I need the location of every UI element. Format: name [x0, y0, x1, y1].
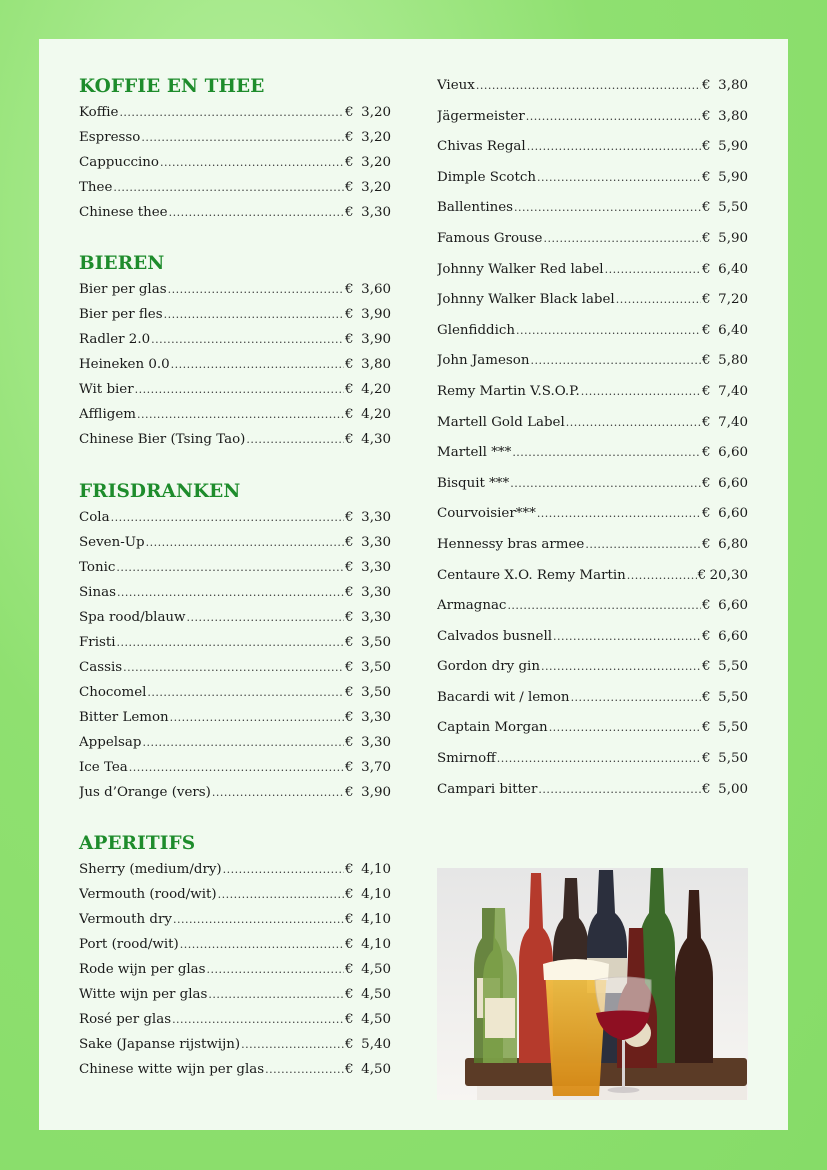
item-name: Bisquit *** — [437, 475, 510, 491]
dot-leader — [537, 499, 701, 530]
item-price: 6,60 — [718, 506, 748, 522]
currency-symbol: € — [345, 635, 354, 650]
item-name: Cappuccino — [79, 155, 159, 170]
item-name: Seven-Up — [79, 535, 145, 550]
menu-item-ice-tea — [79, 755, 391, 780]
menu-item-gordon-dry-gin — [437, 652, 748, 683]
dot-leader — [537, 163, 701, 194]
dot-leader — [180, 932, 344, 957]
dot-leader — [530, 346, 701, 377]
currency-symbol: € — [345, 282, 354, 297]
currency-symbol: € — [702, 659, 711, 675]
item-name: Jus d’Orange (vers) — [79, 785, 211, 800]
menu-item-armagnac — [437, 591, 748, 622]
currency-symbol: € — [702, 169, 711, 185]
item-name: Campari bitter — [437, 781, 538, 797]
menu-item-seven-up — [79, 530, 391, 555]
currency-symbol: € — [345, 382, 354, 397]
currency-symbol: € — [345, 585, 354, 600]
item-name: Bacardi wit / lemon — [437, 689, 570, 705]
dot-leader — [616, 285, 701, 316]
currency-symbol: € — [702, 720, 711, 736]
item-name: Centaure X.O. Remy Martin — [437, 567, 626, 583]
item-price: 4,10 — [361, 912, 391, 927]
currency-symbol: € — [702, 536, 711, 552]
menu-item-affligem — [79, 402, 391, 427]
item-price: 7,20 — [718, 292, 748, 308]
item-name: Johnny Walker Red label — [437, 261, 604, 277]
item-price: 4,10 — [361, 862, 391, 877]
currency-symbol: € — [702, 781, 711, 797]
item-name: Remy Martin V.S.O.P. — [437, 383, 580, 399]
menu-item-vieux — [437, 71, 748, 102]
menu-item-spa-rood-blauw — [79, 605, 391, 630]
item-price: 3,90 — [361, 785, 391, 800]
currency-symbol: € — [702, 353, 711, 369]
item-name: Jägermeister — [437, 108, 525, 124]
menu-item-tonic — [79, 555, 391, 580]
menu-item-bitter-lemon — [79, 705, 391, 730]
item-price: 6,40 — [718, 261, 748, 277]
item-price: 4,50 — [361, 1062, 391, 1077]
dot-leader — [147, 680, 344, 705]
section-title: APERITIFS — [79, 833, 196, 854]
dot-leader — [526, 102, 701, 133]
item-name: Radler 2.0 — [79, 332, 151, 347]
currency-symbol: € — [702, 383, 711, 399]
item-price: 6,40 — [718, 322, 748, 338]
item-name: Tonic — [79, 560, 116, 575]
item-name: Chinese thee — [79, 205, 168, 220]
item-name: Appelsap — [79, 735, 142, 750]
item-name: Bier per glas — [79, 282, 167, 297]
currency-symbol: € — [345, 155, 354, 170]
currency-symbol: € — [702, 445, 711, 461]
dot-leader — [142, 730, 344, 755]
menu-item-courvoisier — [437, 499, 748, 530]
dot-leader — [141, 125, 344, 150]
dot-leader — [170, 705, 344, 730]
item-name: Bitter Lemon — [79, 710, 169, 725]
menu-item-sake-japanse-rijstwijn — [79, 1032, 391, 1057]
menu-item-sherry-medium-dry — [79, 857, 391, 882]
currency-symbol: € — [345, 1037, 354, 1052]
currency-symbol: € — [345, 307, 354, 322]
item-price: 7,40 — [718, 414, 748, 430]
currency-symbol: € — [702, 292, 711, 308]
item-price: 7,40 — [718, 383, 748, 399]
currency-symbol: € — [702, 139, 711, 155]
menu-item-dimple-scotch — [437, 163, 748, 194]
menu-item-centaure-x-o-remy-martin — [437, 561, 748, 592]
item-price: 4,10 — [361, 937, 391, 952]
currency-symbol: € — [702, 628, 711, 644]
menu-item-cappuccino — [79, 150, 391, 175]
currency-symbol: € — [345, 912, 354, 927]
dot-leader — [168, 277, 344, 302]
menu-item-hennessy-bras-armee — [437, 530, 748, 561]
section-aperitifs — [79, 831, 391, 1082]
item-name: Vermouth dry — [79, 912, 172, 927]
section-title: BIEREN — [79, 253, 165, 274]
menu-item-vermouth-dry — [79, 907, 391, 932]
item-name: Affligem — [79, 407, 136, 422]
item-price: 3,20 — [361, 105, 391, 120]
item-name: Johnny Walker Black label — [437, 292, 615, 308]
item-name: Spa rood/blauw — [79, 610, 186, 625]
item-name: Thee — [79, 180, 113, 195]
dot-leader — [241, 1032, 344, 1057]
item-price: 5,50 — [718, 689, 748, 705]
dot-leader — [119, 100, 344, 125]
item-name: Rode wijn per glas — [79, 962, 206, 977]
section-title: FRISDRANKEN — [79, 481, 241, 502]
menu-item-remy-martin-v-s-o-p — [437, 377, 748, 408]
item-price: 3,80 — [361, 357, 391, 372]
dot-leader — [265, 1057, 344, 1082]
menu-item-campari-bitter — [437, 775, 748, 806]
item-name: Bier per fles — [79, 307, 163, 322]
currency-symbol: € — [345, 760, 354, 775]
dot-leader — [171, 352, 344, 377]
dot-leader — [187, 605, 344, 630]
item-price: 5,00 — [718, 781, 748, 797]
section-bieren — [79, 251, 391, 452]
dot-leader — [627, 561, 697, 592]
item-name: Port (rood/wit) — [79, 937, 179, 952]
menu-item-martell — [437, 438, 748, 469]
menu-item-radler-2-0 — [79, 327, 391, 352]
item-name: Glenfiddich — [437, 322, 516, 338]
menu-item-john-jameson — [437, 346, 748, 377]
currency-symbol: € — [345, 510, 354, 525]
currency-symbol: € — [702, 506, 711, 522]
item-price: 3,90 — [361, 332, 391, 347]
item-name: Dimple Scotch — [437, 169, 536, 185]
item-name: Vermouth (rood/wit) — [79, 887, 217, 902]
currency-symbol: € — [702, 689, 711, 705]
item-price: 3,30 — [361, 510, 391, 525]
dot-leader — [527, 132, 701, 163]
item-price: 3,20 — [361, 180, 391, 195]
item-price: 6,60 — [718, 445, 748, 461]
item-price: 4,50 — [361, 1012, 391, 1027]
item-name: Sinas — [79, 585, 116, 600]
menu-item-captain-morgan — [437, 713, 748, 744]
menu-item-vermouth-rood-wit — [79, 882, 391, 907]
menu-item-thee — [79, 175, 391, 200]
dot-leader — [541, 652, 701, 683]
item-price: 3,70 — [361, 760, 391, 775]
dot-leader — [146, 530, 344, 555]
item-name: Wit bier — [79, 382, 134, 397]
dot-leader — [581, 377, 701, 408]
item-price: 4,20 — [361, 382, 391, 397]
menu-item-ballentines — [437, 193, 748, 224]
item-price: 3,30 — [361, 610, 391, 625]
dot-leader — [135, 377, 344, 402]
currency-symbol: € — [345, 1012, 354, 1027]
item-price: 4,20 — [361, 407, 391, 422]
dot-leader — [137, 402, 344, 427]
currency-symbol: € — [345, 987, 354, 1002]
item-name: Smirnoff — [437, 751, 496, 767]
dot-leader — [510, 469, 701, 500]
item-price: 6,60 — [718, 628, 748, 644]
dot-leader — [111, 505, 344, 530]
currency-symbol: € — [345, 660, 354, 675]
currency-symbol: € — [345, 862, 354, 877]
drinks-photo — [437, 868, 748, 1100]
item-name: Sake (Japanse rijstwijn) — [79, 1037, 241, 1052]
menu-item-sinas — [79, 580, 391, 605]
currency-symbol: € — [345, 407, 354, 422]
menu-item-chinese-bier-tsing-tao — [79, 427, 391, 452]
dot-leader — [514, 193, 701, 224]
menu-item-chocomel — [79, 680, 391, 705]
item-price: 5,80 — [718, 353, 748, 369]
item-price: 5,90 — [718, 139, 748, 155]
dot-leader — [160, 150, 344, 175]
dot-leader — [516, 316, 701, 347]
menu-item-rode-wijn-per-glas — [79, 957, 391, 982]
item-name: Famous Grouse — [437, 230, 543, 246]
item-price: 3,30 — [361, 585, 391, 600]
currency-symbol: € — [345, 610, 354, 625]
item-price: 4,50 — [361, 987, 391, 1002]
currency-symbol: € — [345, 937, 354, 952]
menu-item-port-rood-wit — [79, 932, 391, 957]
item-price: 3,90 — [361, 307, 391, 322]
item-price: 4,50 — [361, 962, 391, 977]
menu-item-calvados-busnell — [437, 622, 748, 653]
dot-leader — [172, 1007, 344, 1032]
menu-item-wit-bier — [79, 377, 391, 402]
currency-symbol: € — [702, 322, 711, 338]
section-frisdranken — [79, 479, 391, 805]
item-name: Ballentines — [437, 200, 514, 216]
currency-symbol: € — [702, 200, 711, 216]
dot-leader — [507, 591, 701, 622]
menu-item-jus-d-orange-vers — [79, 780, 391, 805]
currency-symbol: € — [345, 685, 354, 700]
item-price: 4,30 — [361, 432, 391, 447]
dot-leader — [129, 755, 344, 780]
currency-symbol: € — [702, 414, 711, 430]
item-name: Captain Morgan — [437, 720, 548, 736]
dot-leader — [223, 857, 344, 882]
right-column — [437, 71, 748, 805]
dot-leader — [218, 882, 344, 907]
item-name: Chinese Bier (Tsing Tao) — [79, 432, 246, 447]
currency-symbol: € — [345, 205, 354, 220]
menu-item-bisquit — [437, 469, 748, 500]
menu-item-j-germeister — [437, 102, 748, 133]
dot-leader — [212, 780, 344, 805]
currency-symbol: € — [345, 105, 354, 120]
item-name: Rosé per glas — [79, 1012, 172, 1027]
section-title: KOFFIE EN THEE — [79, 76, 265, 97]
item-name: Koffie — [79, 105, 119, 120]
item-name: Armagnac — [437, 598, 507, 614]
item-price: 5,50 — [718, 720, 748, 736]
currency-symbol: € — [345, 962, 354, 977]
dot-leader — [585, 530, 701, 561]
item-price: 3,60 — [361, 282, 391, 297]
menu-item-martell-gold-label — [437, 408, 748, 439]
dot-leader — [543, 224, 701, 255]
item-price: 3,50 — [361, 635, 391, 650]
spirits-list — [437, 71, 748, 805]
currency-symbol: € — [702, 108, 711, 124]
dot-leader — [113, 175, 344, 200]
menu-item-glenfiddich — [437, 316, 748, 347]
currency-symbol: € — [345, 887, 354, 902]
currency-symbol: € — [697, 567, 707, 583]
item-price: 5,40 — [361, 1037, 391, 1052]
menu-item-chivas-regal — [437, 132, 748, 163]
item-price: 3,30 — [361, 535, 391, 550]
item-price: 5,90 — [718, 169, 748, 185]
currency-symbol: € — [345, 332, 354, 347]
currency-symbol: € — [345, 735, 354, 750]
dot-leader — [512, 438, 701, 469]
dot-leader — [169, 200, 344, 225]
item-name: Espresso — [79, 130, 141, 145]
item-price: 5,50 — [718, 751, 748, 767]
menu-page — [39, 39, 788, 1130]
dot-leader — [566, 408, 701, 439]
item-name: Heineken 0.0 — [79, 357, 170, 372]
dot-leader — [538, 775, 701, 806]
item-price: 5,50 — [718, 659, 748, 675]
item-name: Chinese witte wijn per glas — [79, 1062, 265, 1077]
item-price: 3,50 — [361, 685, 391, 700]
menu-item-bier-per-fles — [79, 302, 391, 327]
item-price: 3,50 — [361, 660, 391, 675]
menu-item-johnny-walker-black-label — [437, 285, 748, 316]
item-name: Vieux — [437, 78, 475, 93]
item-price: 6,60 — [718, 598, 748, 614]
item-price: 3,20 — [361, 130, 391, 145]
item-price: 3,30 — [361, 205, 391, 220]
menu-item-witte-wijn-per-glas — [79, 982, 391, 1007]
item-price: 5,90 — [718, 230, 748, 246]
item-price: 3,80 — [718, 108, 748, 124]
menu-item-chinese-witte-wijn-per-glas — [79, 1057, 391, 1082]
dot-leader — [605, 255, 701, 286]
menu-item-bacardi-wit-lemon — [437, 683, 748, 714]
item-name: Cassis — [79, 660, 123, 675]
dot-leader — [549, 713, 701, 744]
currency-symbol: € — [345, 130, 354, 145]
item-name: Chocomel — [79, 685, 147, 700]
item-price: 4,10 — [361, 887, 391, 902]
currency-symbol: € — [345, 180, 354, 195]
currency-symbol: € — [345, 560, 354, 575]
currency-symbol: € — [702, 751, 711, 767]
item-price: 3,20 — [361, 155, 391, 170]
currency-symbol: € — [702, 78, 711, 93]
dot-leader — [117, 580, 344, 605]
menu-item-ros-per-glas — [79, 1007, 391, 1032]
dot-leader — [117, 630, 344, 655]
dot-leader — [553, 622, 701, 653]
dot-leader — [476, 71, 701, 102]
item-price: 6,60 — [718, 475, 748, 491]
menu-item-fristi — [79, 630, 391, 655]
dot-leader — [151, 327, 344, 352]
menu-item-cola — [79, 505, 391, 530]
dot-leader — [246, 427, 344, 452]
menu-item-espresso — [79, 125, 391, 150]
dot-leader — [164, 302, 344, 327]
item-price: 6,80 — [718, 536, 748, 552]
dot-leader — [571, 683, 701, 714]
menu-item-heineken-0-0 — [79, 352, 391, 377]
item-name: John Jameson — [437, 353, 530, 369]
menu-item-johnny-walker-red-label — [437, 255, 748, 286]
currency-symbol: € — [345, 535, 354, 550]
item-price: 20,30 — [709, 567, 748, 583]
menu-item-koffie — [79, 100, 391, 125]
item-name: Martell *** — [437, 445, 512, 461]
dot-leader — [207, 957, 344, 982]
currency-symbol: € — [345, 432, 354, 447]
menu-item-appelsap — [79, 730, 391, 755]
item-price: 3,30 — [361, 560, 391, 575]
currency-symbol: € — [702, 230, 711, 246]
item-price: 3,30 — [361, 735, 391, 750]
item-name: Hennessy bras armee — [437, 536, 585, 552]
item-name: Sherry (medium/dry) — [79, 862, 222, 877]
menu-item-bier-per-glas — [79, 277, 391, 302]
item-name: Fristi — [79, 635, 116, 650]
item-name: Chivas Regal — [437, 139, 526, 155]
item-name: Gordon dry gin — [437, 659, 540, 675]
menu-item-famous-grouse — [437, 224, 748, 255]
item-price: 3,30 — [361, 710, 391, 725]
item-name: Ice Tea — [79, 760, 128, 775]
currency-symbol: € — [345, 710, 354, 725]
currency-symbol: € — [345, 357, 354, 372]
dot-leader — [116, 555, 344, 580]
currency-symbol: € — [345, 785, 354, 800]
currency-symbol: € — [702, 475, 711, 491]
item-name: Courvoisier*** — [437, 506, 536, 522]
menu-item-smirnoff — [437, 744, 748, 775]
item-name: Calvados busnell — [437, 628, 553, 644]
currency-symbol: € — [702, 598, 711, 614]
menu-item-chinese-thee — [79, 200, 391, 225]
dot-leader — [173, 907, 344, 932]
item-name: Martell Gold Label — [437, 414, 565, 430]
item-name: Witte wijn per glas — [79, 987, 208, 1002]
dot-leader — [208, 982, 344, 1007]
section-koffie-en-thee — [79, 74, 391, 225]
dot-leader — [497, 744, 701, 775]
dot-leader — [123, 655, 344, 680]
item-price: 5,50 — [718, 200, 748, 216]
menu-item-cassis — [79, 655, 391, 680]
currency-symbol: € — [702, 261, 711, 277]
item-name: Cola — [79, 510, 110, 525]
item-price: 3,80 — [718, 78, 748, 93]
currency-symbol: € — [345, 1062, 354, 1077]
